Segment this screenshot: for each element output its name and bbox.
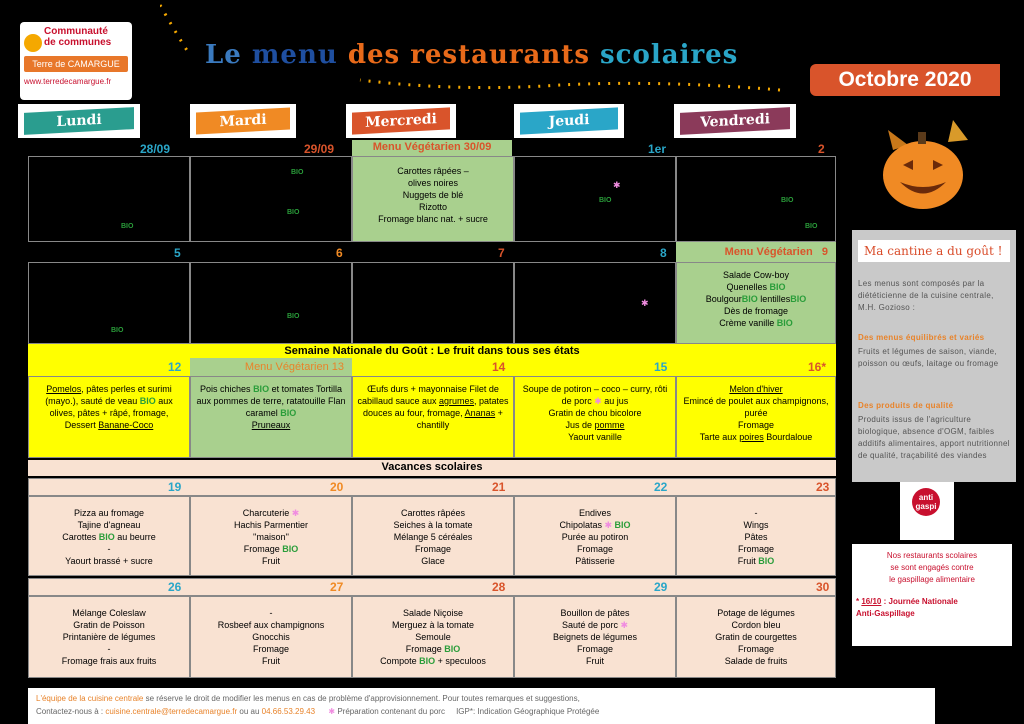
date-label: 29: [654, 580, 668, 594]
menu-cell: - Rosbeef aux champignons Gnocchis Fromage Fruit: [190, 596, 352, 678]
tab-mardi: Mardi: [190, 104, 296, 138]
logo-url: www.terredecamargue.fr: [24, 77, 112, 86]
logo-line1: Communauté: [44, 26, 108, 37]
date-label: 12: [168, 360, 182, 374]
tab-jeudi: Jeudi: [514, 104, 624, 138]
menu-cell: BIO BIO: [676, 156, 836, 242]
pork-star-icon: ✱: [613, 180, 621, 190]
menu-cell-vegetarian: Pois chiches BIO et tomates Tortilla aux pommes de terre, ratatouille Flan caramel BIO Pruneaux: [190, 376, 352, 458]
menu-cell: - Wings Pâtes Fromage Fruit BIO: [676, 496, 836, 576]
menu-cell: Salade Niçoise Merguez à la tomate Semoule Fromage BIO Compote BIO + speculoos: [352, 596, 514, 678]
vegetarian-label: Menu Végétarien: [372, 141, 461, 153]
date-label: 30: [816, 580, 830, 594]
menu-cell-vegetarian: Carottes râpées – olives noires Nuggets de blé Rizotto Fromage blanc nat. + sucre: [352, 156, 514, 242]
pork-star-icon: ✱: [291, 508, 300, 518]
menu-cell: Endives Chipolatas ✱ BIO Purée au potiron Fromage Pâtisserie: [514, 496, 676, 576]
date-label: 26: [168, 580, 182, 594]
menu-cell: BIO: [28, 156, 190, 242]
info-panel: Ma cantine a du goût ! Les menus sont composés par la diététicienne de la cuisine centrale, M.H. Gozioso : Des menus équilibrés et variés Fruits et légumes de saison, viande, poisson ou œufs, laitage ou fromage Des produits de qualité Produits issus de l'agriculture biologique, absence d'OGM, faibles additifs alimentaires, apport nutritionnel de qualité, traçabilité des viandes: [852, 230, 1016, 482]
menu-cell: [514, 262, 676, 344]
tab-vendredi: Vendredi: [674, 104, 796, 138]
menu-cell: Soupe de potiron – coco – curry, rôti de porc ✱ au jus Gratin de chou bicolore Jus de pomme Yaourt vanille: [514, 376, 676, 458]
date-label: 23: [816, 480, 830, 494]
date-label: 20: [330, 480, 344, 494]
pork-star-icon: ✱: [328, 707, 336, 716]
pork-star-icon: ✱: [604, 520, 613, 530]
menu-cell: [352, 262, 514, 344]
pork-star-icon: ✱: [620, 620, 629, 630]
menu-cell: Œufs durs + mayonnaise Filet de cabillaud sauce aux agrumes, patates douces au four, fromage, Ananas + chantilly: [352, 376, 514, 458]
phone-link[interactable]: 04.66.53.29.43: [261, 707, 316, 716]
vacances-banner: Vacances scolaires: [28, 460, 836, 476]
date-label: 27: [330, 580, 344, 594]
page-title: Le menu des restaurants scolaires: [205, 40, 739, 70]
menu-cell: Pizza au fromage Tajine d'agneau Carottes BIO au beurre - Yaourt brassé + sucre: [28, 496, 190, 576]
date-label: 16*: [808, 360, 827, 374]
date-label: 28/09: [140, 142, 171, 156]
email-link[interactable]: cuisine.centrale@terredecamargue.fr: [105, 707, 238, 716]
menu-cell: Melon d'hiver Emincé de poulet aux champignons, purée Fromage Tarte aux poires Bourdaloue: [676, 376, 836, 458]
date-label: 6: [336, 246, 343, 260]
panel-heading: Ma cantine a du goût !: [858, 240, 1010, 262]
menu-cell: Bouillon de pâtes Sauté de porc ✱ Beignets de légumes Fromage Fruit: [514, 596, 676, 678]
logo: [20, 22, 132, 100]
vegetarian-label: Menu Végétarien: [244, 361, 329, 373]
menu-cell: Mélange Coleslaw Gratin de Poisson Printanière de légumes - Fromage frais aux fruits: [28, 596, 190, 678]
date-label: 2: [818, 142, 825, 156]
date-label: 8: [660, 246, 667, 260]
date-label: 21: [492, 480, 506, 494]
menu-cell: Potage de légumes Cordon bleu Gratin de courgettes Fromage Salade de fruits: [676, 596, 836, 678]
sun-icon: [24, 34, 42, 52]
date-label: 15: [654, 360, 668, 374]
pork-star-icon: ✱: [594, 396, 602, 406]
tab-lundi: Lundi: [18, 104, 140, 138]
date-label: 22: [654, 480, 668, 494]
date-label: 14: [492, 360, 506, 374]
menu-cell: BIO: [28, 262, 190, 344]
menu-cell: BIO: [190, 262, 352, 344]
pumpkin-icon: [868, 110, 978, 220]
semaine-gout-banner: Semaine Nationale du Goût : Le fruit dans tous ses états: [28, 344, 836, 358]
menu-cell: Carottes râpées Seiches à la tomate Mélange 5 céréales Fromage Glace: [352, 496, 514, 576]
logo-tag: Terre de CAMARGUE: [24, 56, 128, 72]
menu-cell: Charcuterie ✱ Hachis Parmentier ''maison'' Fromage BIO Fruit: [190, 496, 352, 576]
footer: L'équipe de la cuisine centrale se réserve le droit de modifier les menus en cas de problème d'approvisionnement. Pour toutes remarques et suggestions, Contactez-nous à : cuisine.centrale@terredecamargue.fr ou au 04.66.53.29.43 ✱ Préparation contenant du porc IGP*: Indication Géographique Protégée: [28, 688, 935, 724]
vegetarian-label: Menu Végétarien: [724, 246, 813, 258]
menu-cell: ✱ BIO: [514, 156, 676, 242]
date-label: 5: [174, 246, 181, 260]
anti-gaspi-note: Nos restaurants scolaires se sont engagés contre le gaspillage alimentaire * 16/10 : Journée Nationale Anti-Gaspillage: [852, 544, 1012, 646]
anti-gaspi-logo: anti gaspi: [900, 482, 954, 540]
menu-cell-vegetarian: Salade Cow-boy Quenelles BIO BoulgourBIO lentillesBIO Dès de fromage Crème vanille BIO: [676, 262, 836, 344]
date-label: 28: [492, 580, 506, 594]
logo-line2: de communes: [44, 37, 112, 48]
tab-mercredi: Mercredi: [346, 104, 456, 138]
menu-cell: Pomelos, pâtes perles et surimi (mayo.), sauté de veau BIO aux olives, pâtes + râpé, fromage, Dessert Banane-Coco: [28, 376, 190, 458]
pork-star-icon: ✱: [641, 298, 649, 308]
date-label: 19: [168, 480, 182, 494]
date-label: 7: [498, 246, 505, 260]
menu-cell: BIO BIO: [190, 156, 352, 242]
date-label: 1er: [648, 142, 667, 156]
month-banner: Octobre 2020: [810, 64, 1000, 96]
date-label: 29/09: [304, 142, 335, 156]
